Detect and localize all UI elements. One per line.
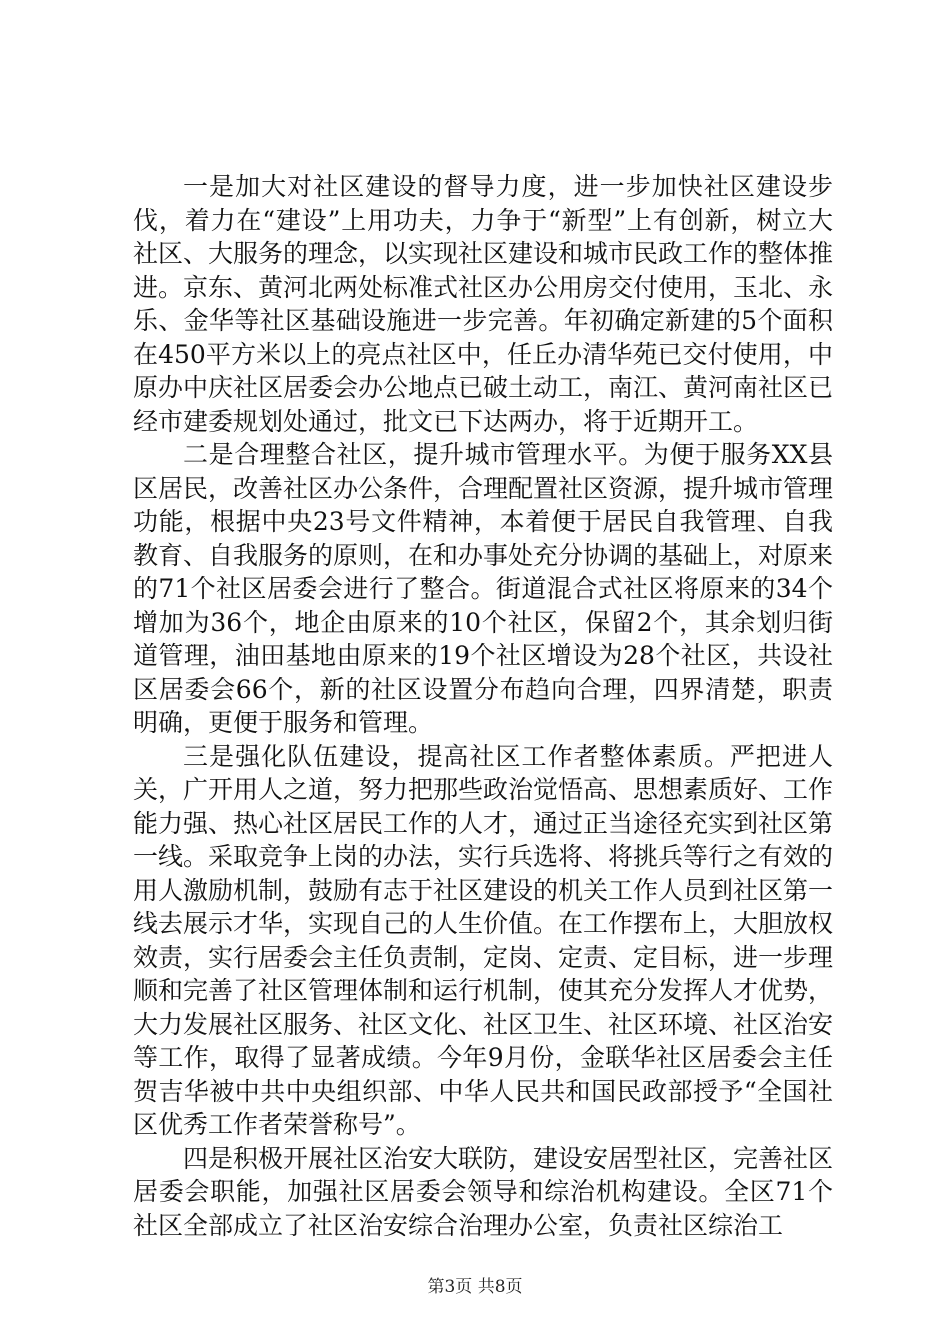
paragraph-2: 二是合理整合社区，提升城市管理水平。为便于服务XX县区居民，改善社区办公条件，合理配置社区资源，提升城市管理功能，根据中央23号文件精神，本着便于居民自我管理、自我教育、自我服务的原则，在和办事处充分协调的基础上，对原来的71个社区居委会进行了整合。街道混合式社区将原来的34个增加为36个，地企由原来的10个社区，保留2个，其余划归街道管理，油田基地由原来的19个社区增设为28个社区，共设社区居委会66个，新的社区设置分布趋向合理，四界清楚，职责明确，更便于服务和管理。	[133, 440, 834, 737]
page-number-footer: 第3页 共8页	[427, 1277, 523, 1297]
paragraph-3: 三是强化队伍建设，提高社区工作者整体素质。严把进人关，广开用人之道，努力把那些政治觉悟高、思想素质好、工作能力强、热心社区居民工作的人才，通过正当途径充实到社区第一线。采取竞争上岗的办法，实行兵选将、将挑兵等行之有效的用人激励机制，鼓励有志于社区建设的机关工作人员到社区第一线去展示才华，实现自己的人生价值。在工作摆布上，大胆放权效责，实行居委会主任负责制，定岗、定责、定目标，进一步理顺和完善了社区管理体制和运行机制，使其充分发挥人才优势，大力发展社区服务、社区文化、社区卫生、社区环境、社区治安等工作，取得了显著成绩。今年9月份，金联华社区居委会主任贺吉华被中共中央组织部、中华人民共和国民政部授予“全国社区优秀工作者荣誉称号”。	[133, 741, 834, 1139]
paragraph-4: 四是积极开展社区治安大联防，建设安居型社区，完善社区居委会职能，加强社区居委会领导和综治机构建设。全区71个社区全部成立了社区治安综合治理办公室，负责社区综治工	[133, 1143, 834, 1240]
body-text	[133, 170, 833, 1242]
paragraph-1: 一是加大对社区建设的督导力度，进一步加快社区建设步伐，着力在“建设”上用功夫，力争于“新型”上有创新，树立大社区、大服务的理念，以实现社区建设和城市民政工作的整体推进。京东、黄河北两处标准式社区办公用房交付使用，玉北、永乐、金华等社区基础设施进一步完善。年初确定新建的5个面积在450平方米以上的亮点社区中，任丘办清华苑已交付使用，中原办中庆社区居委会办公地点已破土动工，南江、黄河南社区已经市建委规划处通过，批文已下达两办，将于近期开工。	[133, 172, 834, 436]
